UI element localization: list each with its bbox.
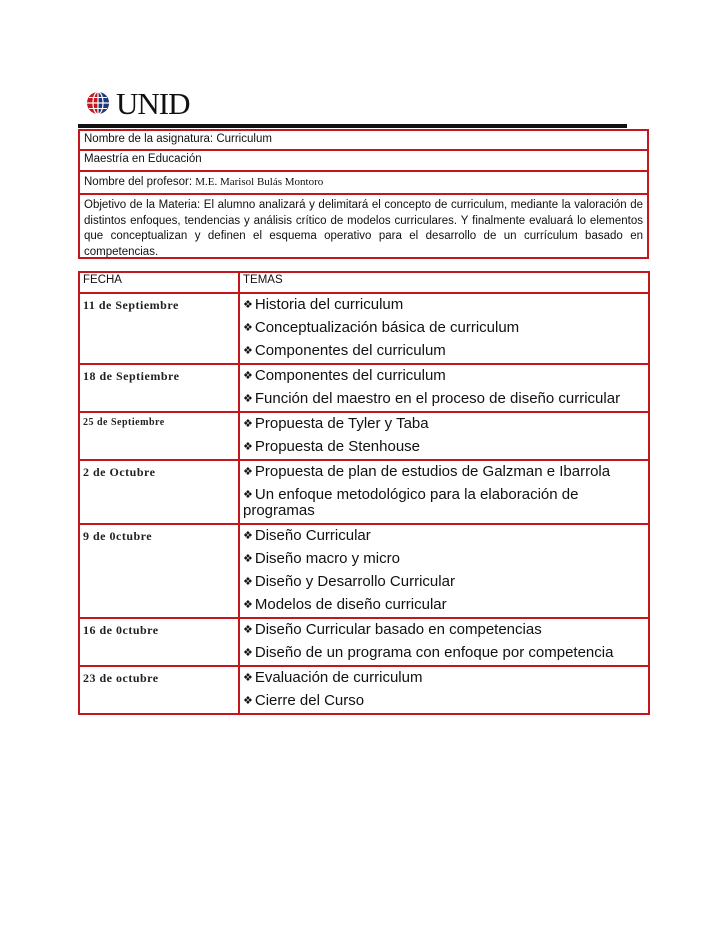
row-date: 23 de octubre — [79, 666, 239, 714]
table-row — [79, 293, 649, 364]
diamond-bullet-icon: ❖ — [243, 466, 253, 478]
topic-text: Evaluación de curriculum — [254, 669, 423, 686]
topic-item — [243, 594, 645, 617]
row-topics — [239, 666, 649, 714]
topic-item — [243, 294, 645, 317]
topic-text: Componentes del curriculum — [254, 342, 446, 359]
table-row — [79, 412, 649, 460]
professor-row — [80, 172, 647, 195]
topic-text: Propuesta de plan de estudios de Galzman e Ibarrola — [254, 463, 611, 480]
row-topics — [239, 524, 649, 618]
schedule-table — [78, 271, 650, 715]
topic-text: Diseño Curricular basado en competencias — [254, 621, 542, 638]
topic-item — [243, 571, 645, 594]
row-date: 25 de Septiembre — [79, 412, 239, 460]
diamond-bullet-icon: ❖ — [243, 553, 253, 565]
diamond-bullet-icon: ❖ — [243, 599, 253, 611]
topic-text: Modelos de diseño curricular — [254, 596, 447, 613]
unid-logo — [86, 86, 190, 120]
topic-text: Propuesta de Stenhouse — [254, 438, 420, 455]
diamond-bullet-icon: ❖ — [243, 530, 253, 542]
row-topics — [239, 293, 649, 364]
diamond-bullet-icon: ❖ — [243, 624, 253, 636]
row-date: 11 de Septiembre — [79, 293, 239, 364]
topic-item — [243, 340, 645, 363]
course-info-box — [78, 129, 649, 259]
header-topics: TEMAS — [239, 272, 649, 293]
diamond-bullet-icon: ❖ — [243, 695, 253, 707]
row-topics — [239, 618, 649, 666]
topic-text: Conceptualización básica de curriculum — [254, 319, 520, 336]
row-topics — [239, 412, 649, 460]
table-row — [79, 666, 649, 714]
topic-text: Componentes del curriculum — [254, 367, 446, 384]
diamond-bullet-icon: ❖ — [243, 299, 253, 311]
topic-item — [243, 461, 645, 484]
topic-item — [243, 436, 645, 459]
diamond-bullet-icon: ❖ — [243, 672, 253, 684]
professor-label: Nombre del profesor: — [84, 176, 196, 188]
topic-item — [243, 484, 645, 523]
row-date: 16 de 0ctubre — [79, 618, 239, 666]
diamond-bullet-icon: ❖ — [243, 441, 253, 453]
diamond-bullet-icon: ❖ — [243, 345, 253, 357]
table-row — [79, 524, 649, 618]
row-topics — [239, 460, 649, 524]
professor-name: M.E. Marisol Bulás Montoro — [195, 176, 324, 188]
objective-row: Objetivo de la Materia: El alumno analizará y delimitará el concepto de curriculum, mediante la valoración de distintos enfoques, tendencias y análisis crítico de modelos curriculares. Y finalmente evaluará lo elementos que conceptualizan y definen el esquema operativo para el desarrollo de un currículum basado en competencias. — [84, 199, 643, 258]
table-row — [79, 618, 649, 666]
topic-item — [243, 365, 645, 388]
topic-text: Diseño macro y micro — [254, 550, 400, 567]
table-row — [79, 460, 649, 524]
table-header-row — [79, 272, 649, 293]
row-date: 9 de 0ctubre — [79, 524, 239, 618]
topic-item — [243, 690, 645, 713]
topic-item — [243, 317, 645, 340]
diamond-bullet-icon: ❖ — [243, 576, 253, 588]
diamond-bullet-icon: ❖ — [243, 647, 253, 659]
row-date: 2 de Octubre — [79, 460, 239, 524]
topic-text: Función del maestro en el proceso de diseño curricular — [254, 390, 621, 407]
topic-text: Diseño Curricular — [254, 527, 371, 544]
table-row — [79, 364, 649, 412]
diamond-bullet-icon: ❖ — [243, 489, 253, 501]
header-date: FECHA — [79, 272, 239, 293]
logo-text: UNID — [116, 85, 190, 121]
topic-item — [243, 667, 645, 690]
topic-text: Cierre del Curso — [254, 692, 365, 709]
topic-text: Un enfoque metodológico para la elaboración de programas — [243, 486, 579, 519]
diamond-bullet-icon: ❖ — [243, 322, 253, 334]
topic-item — [243, 525, 645, 548]
topic-item — [243, 548, 645, 571]
diamond-bullet-icon: ❖ — [243, 393, 253, 405]
topic-item — [243, 388, 645, 411]
row-topics — [239, 364, 649, 412]
topic-text: Historia del curriculum — [254, 296, 404, 313]
topic-text: Propuesta de Tyler y Taba — [254, 415, 429, 432]
topic-item — [243, 619, 645, 642]
header-rule — [78, 124, 627, 128]
diamond-bullet-icon: ❖ — [243, 370, 253, 382]
subject-row: Nombre de la asignatura: Curriculum — [80, 131, 647, 151]
diamond-bullet-icon: ❖ — [243, 418, 253, 430]
topic-text: Diseño de un programa con enfoque por competencia — [254, 644, 614, 661]
topic-item — [243, 642, 645, 665]
program-row: Maestría en Educación — [80, 151, 647, 172]
topic-text: Diseño y Desarrollo Curricular — [254, 573, 455, 590]
globe-icon — [86, 91, 110, 115]
row-date: 18 de Septiembre — [79, 364, 239, 412]
topic-item — [243, 413, 645, 436]
